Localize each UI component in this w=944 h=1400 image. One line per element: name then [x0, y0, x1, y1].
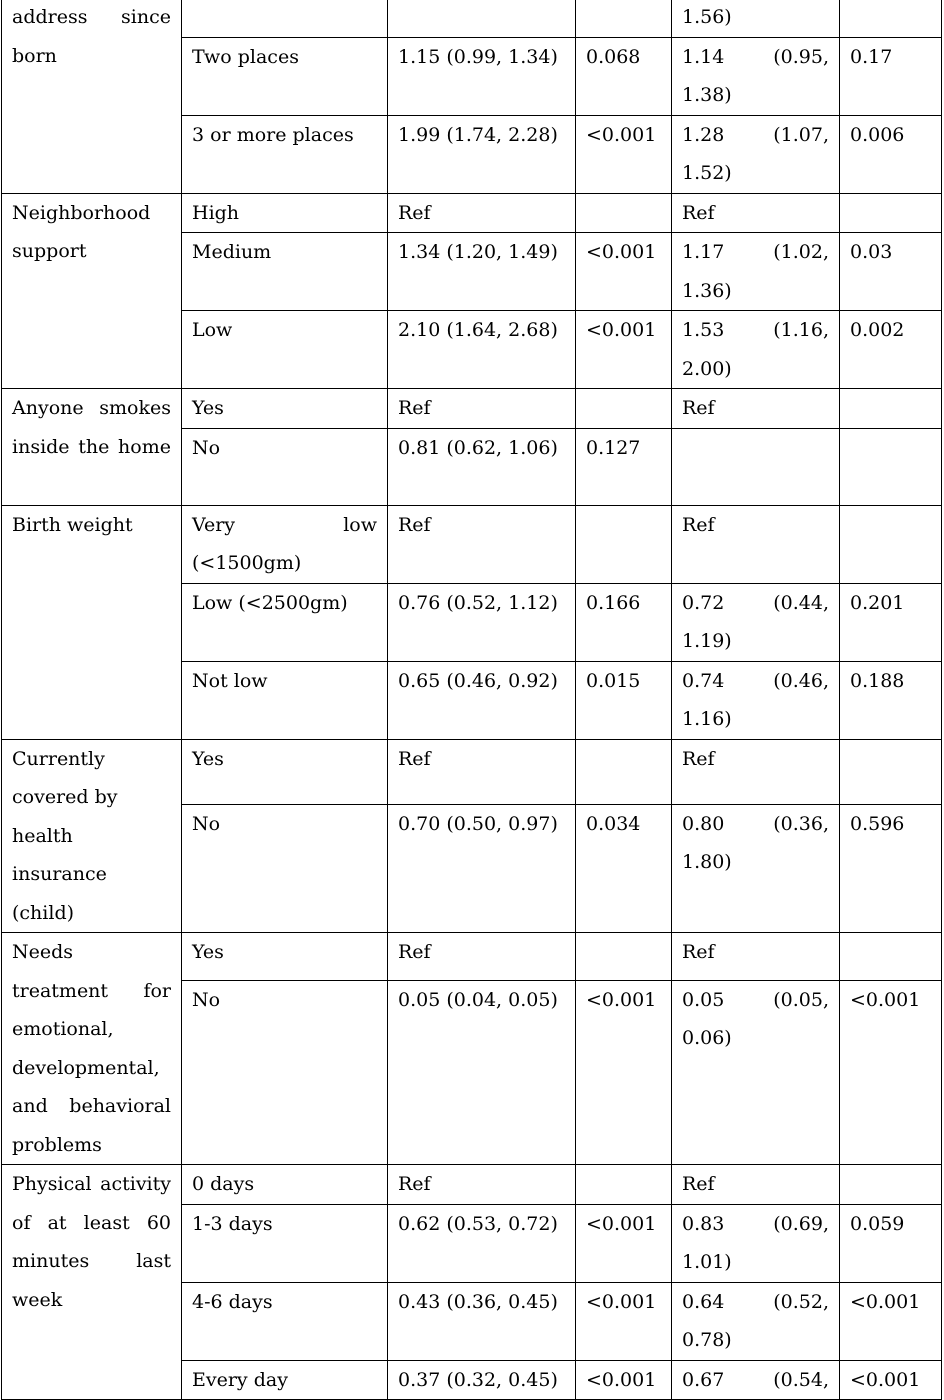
or-unadjusted-cell: 0.70 (0.50, 0.97): [388, 804, 576, 932]
variable-cell: address since born: [2, 0, 182, 193]
or-unadjusted-cell: 0.37 (0.32, 0.45): [388, 1360, 576, 1400]
p-adjusted-cell: [840, 0, 942, 37]
or-adjusted-cell: 1.53 (1.16, 2.00): [672, 311, 840, 389]
p-unadjusted-cell: <0.001: [576, 233, 672, 311]
or-unadjusted-cell: Ref: [388, 389, 576, 429]
p-unadjusted-cell: [576, 389, 672, 429]
level-cell: 1-3 days: [182, 1204, 388, 1282]
or-adjusted-cell: 0.64 (0.52, 0.78): [672, 1282, 840, 1360]
variable-cell: Anyone smokes inside the home: [2, 389, 182, 506]
p-adjusted-cell: [840, 389, 942, 429]
or-adjusted-cell: 0.83 (0.69, 1.01): [672, 1204, 840, 1282]
or-adjusted-cell: Ref: [672, 1165, 840, 1205]
or-unadjusted-cell: Ref: [388, 933, 576, 981]
variable-cell: Needs treatment for emotional, developmental, and behavioral problems: [2, 933, 182, 1165]
p-adjusted-cell: [840, 739, 942, 804]
p-adjusted-cell: [840, 193, 942, 233]
level-cell: No: [182, 804, 388, 932]
or-adjusted-cell: 1.28 (1.07, 1.52): [672, 115, 840, 193]
or-unadjusted-cell: Ref: [388, 739, 576, 804]
or-adjusted-cell: 0.05 (0.05, 0.06): [672, 980, 840, 1164]
p-adjusted-cell: 0.17: [840, 37, 942, 115]
or-adjusted-cell: 0.72 (0.44, 1.19): [672, 583, 840, 661]
p-unadjusted-cell: 0.127: [576, 428, 672, 505]
p-adjusted-cell: 0.188: [840, 661, 942, 739]
level-cell: No: [182, 980, 388, 1164]
variable-cell: Currently covered by health insurance (child): [2, 739, 182, 933]
or-unadjusted-cell: 0.05 (0.04, 0.05): [388, 980, 576, 1164]
level-cell: High: [182, 193, 388, 233]
p-adjusted-cell: [840, 428, 942, 505]
or-unadjusted-cell: Ref: [388, 505, 576, 583]
or-unadjusted-cell: 2.10 (1.64, 2.68): [388, 311, 576, 389]
table-row: [2, 0, 942, 37]
or-adjusted-cell: 0.80 (0.36, 1.80): [672, 804, 840, 932]
p-unadjusted-cell: <0.001: [576, 980, 672, 1164]
or-adjusted-cell: Ref: [672, 739, 840, 804]
table-row: [2, 389, 942, 429]
p-unadjusted-cell: [576, 0, 672, 37]
p-adjusted-cell: <0.001: [840, 1282, 942, 1360]
or-adjusted-cell: Ref: [672, 193, 840, 233]
or-adjusted-cell: [672, 428, 840, 505]
p-adjusted-cell: [840, 933, 942, 981]
level-cell: Two places: [182, 37, 388, 115]
p-adjusted-cell: <0.001: [840, 980, 942, 1164]
p-adjusted-cell: [840, 505, 942, 583]
p-unadjusted-cell: <0.001: [576, 115, 672, 193]
level-cell: Low (<2500gm): [182, 583, 388, 661]
or-adjusted-cell: 0.67 (0.54,: [672, 1360, 840, 1400]
or-adjusted-cell: 1.14 (0.95, 1.38): [672, 37, 840, 115]
or-unadjusted-cell: [388, 0, 576, 37]
or-unadjusted-cell: 0.65 (0.46, 0.92): [388, 661, 576, 739]
p-unadjusted-cell: [576, 193, 672, 233]
or-unadjusted-cell: 0.62 (0.53, 0.72): [388, 1204, 576, 1282]
level-cell: Yes: [182, 933, 388, 981]
p-adjusted-cell: [840, 1165, 942, 1205]
variable-cell: Birth weight: [2, 505, 182, 739]
level-cell: [182, 0, 388, 37]
table-row: [2, 193, 942, 233]
p-unadjusted-cell: [576, 739, 672, 804]
p-unadjusted-cell: <0.001: [576, 1282, 672, 1360]
level-cell: Very low (<1500gm): [182, 505, 388, 583]
level-cell: Not low: [182, 661, 388, 739]
table-row: [2, 1165, 942, 1205]
or-adjusted-cell: 0.74 (0.46, 1.16): [672, 661, 840, 739]
table-row: [2, 933, 942, 981]
level-cell: Yes: [182, 739, 388, 804]
level-cell: Medium: [182, 233, 388, 311]
or-unadjusted-cell: 1.99 (1.74, 2.28): [388, 115, 576, 193]
level-cell: Low: [182, 311, 388, 389]
level-cell: 0 days: [182, 1165, 388, 1205]
or-unadjusted-cell: Ref: [388, 193, 576, 233]
or-unadjusted-cell: 1.34 (1.20, 1.49): [388, 233, 576, 311]
p-unadjusted-cell: [576, 505, 672, 583]
p-adjusted-cell: 0.002: [840, 311, 942, 389]
variable-cell: Physical activity of at least 60 minutes last week: [2, 1165, 182, 1400]
p-unadjusted-cell: 0.068: [576, 37, 672, 115]
level-cell: Yes: [182, 389, 388, 429]
p-unadjusted-cell: <0.001: [576, 311, 672, 389]
table-row: [2, 505, 942, 583]
p-adjusted-cell: 0.006: [840, 115, 942, 193]
or-unadjusted-cell: 0.76 (0.52, 1.12): [388, 583, 576, 661]
p-adjusted-cell: 0.059: [840, 1204, 942, 1282]
p-unadjusted-cell: <0.001: [576, 1204, 672, 1282]
p-unadjusted-cell: <0.001: [576, 1360, 672, 1400]
p-unadjusted-cell: 0.166: [576, 583, 672, 661]
or-unadjusted-cell: 0.81 (0.62, 1.06): [388, 428, 576, 505]
table-row: [2, 739, 942, 804]
p-unadjusted-cell: [576, 1165, 672, 1205]
or-adjusted-cell: Ref: [672, 505, 840, 583]
variable-cell: Neighborhood support: [2, 193, 182, 389]
p-adjusted-cell: 0.03: [840, 233, 942, 311]
regression-results-table: [1, 0, 942, 1400]
level-cell: Every day: [182, 1360, 388, 1400]
p-adjusted-cell: 0.596: [840, 804, 942, 932]
level-cell: 4-6 days: [182, 1282, 388, 1360]
or-adjusted-cell: 1.56): [672, 0, 840, 37]
p-unadjusted-cell: 0.015: [576, 661, 672, 739]
or-adjusted-cell: Ref: [672, 933, 840, 981]
p-unadjusted-cell: [576, 933, 672, 981]
or-unadjusted-cell: Ref: [388, 1165, 576, 1205]
p-adjusted-cell: <0.001: [840, 1360, 942, 1400]
or-adjusted-cell: Ref: [672, 389, 840, 429]
or-adjusted-cell: 1.17 (1.02, 1.36): [672, 233, 840, 311]
or-unadjusted-cell: 1.15 (0.99, 1.34): [388, 37, 576, 115]
or-unadjusted-cell: 0.43 (0.36, 0.45): [388, 1282, 576, 1360]
level-cell: No: [182, 428, 388, 505]
p-unadjusted-cell: 0.034: [576, 804, 672, 932]
level-cell: 3 or more places: [182, 115, 388, 193]
p-adjusted-cell: 0.201: [840, 583, 942, 661]
